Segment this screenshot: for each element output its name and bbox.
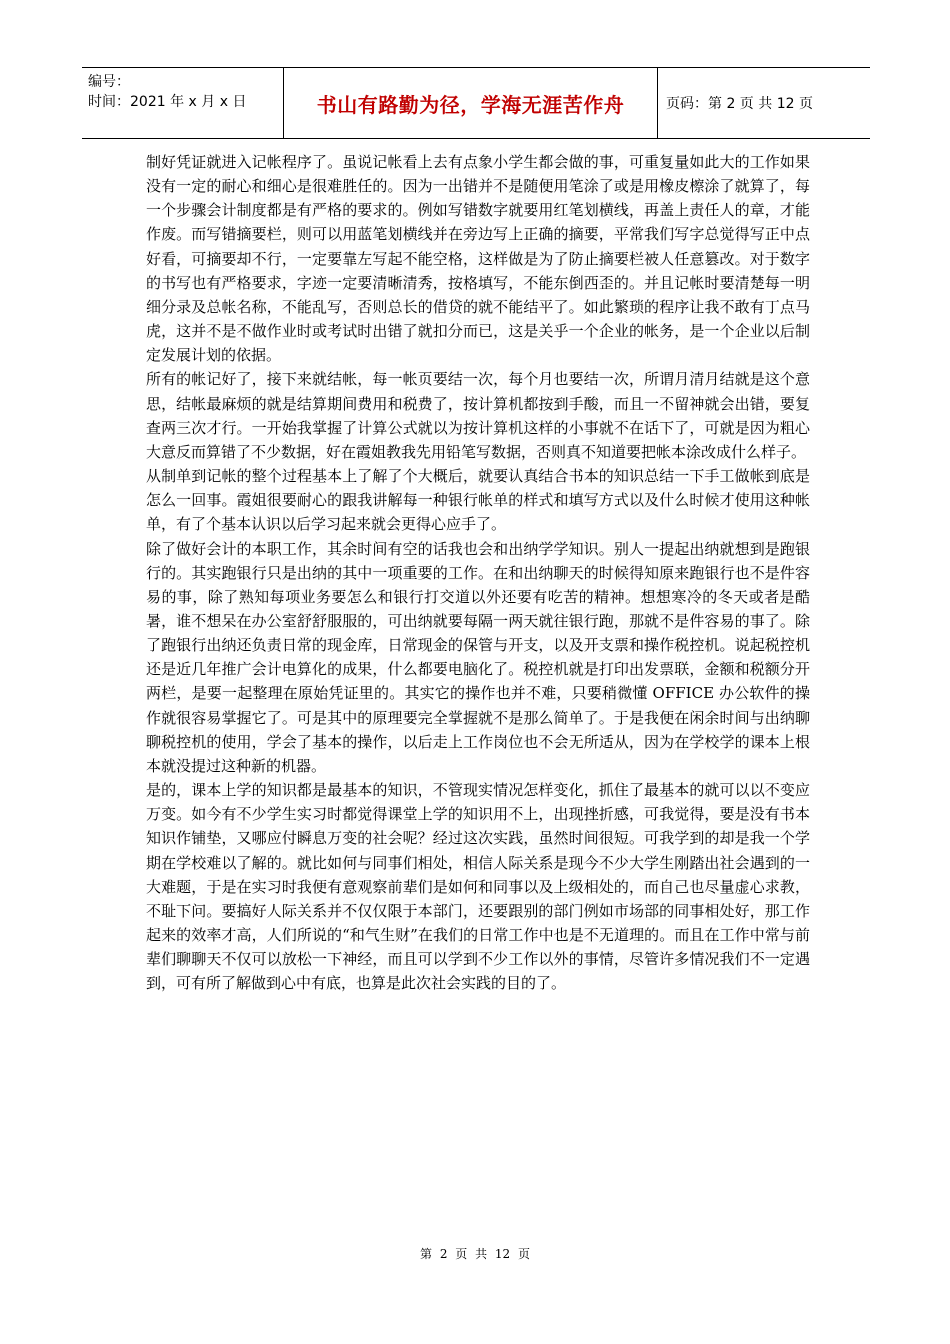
- paragraph: 除了做好会计的本职工作，其余时间有空的话我也会和出纳学学知识。别人一提起出纳就想到是跑银行的。其实跑银行只是出纳的其中一项重要的工作。在和出纳聊天的时候得知原来跑银行也不是件容易的事，除了熟知每项业务要怎么和银行打交道以外还要有吃苦的精神。想想寒冷的冬天或者是酷暑，谁不想呆在办公室舒舒服服的，可出纳就要每隔一两天就往银行跑，那就不是件容易的事了。除了跑银行出纳还负责日常的现金库，日常现金的保管与开支，以及开支票和操作税控机。说起税控机还是近几年推广会计电算化的成果，什么都要电脑化了。税控机就是打印出发票联，金额和税额分开两栏，是要一起整理在原始凭证里的。其实它的操作也并不难，只要稍微懂 OFFICE 办公软件的操作就很容易掌握它了。可是其中的原理要完全掌握就不是那么简单了。于是我便在闲余时间与出纳聊聊税控机的使用，学会了基本的操作，以后走上工作岗位也不会无所适从，因为在学校学的课本上根本就没提过这种新的机器。: [146, 539, 810, 775]
- page-footer: 第 2 页 共 12 页: [420, 1247, 530, 1261]
- paragraph: 制好凭证就进入记帐程序了。虽说记帐看上去有点象小学生都会做的事，可重复量如此大的工作如果没有一定的耐心和细心是很难胜任的。因为一出错并不是随便用笔涂了或是用橡皮檫涂了就算了，每一个步骤会计制度都是有严格的要求的。例如写错数字就要用红笔划横线，再盖上责任人的章，才能作废。而写错摘要栏，则可以用蓝笔划横线并在旁边写上正确的摘要，平常我们写字总觉得写正中点好看，可摘要却不行，一定要靠左写起不能空格，这样做是为了防止摘要栏被人任意篡改。对于数字的书写也有严格要求，字迹一定要清晰清秀，按格填写，不能东倒西歪的。并且记帐时要清楚每一明细分录及总帐名称，不能乱写，否则总长的借贷的就不能结平了。如此繁琐的程序让我不敢有丁点马虎，这并不是不做作业时或考试时出错了就扣分而已，这是关乎一个企业的帐务，是一个企业以后制定发展计划的依据。: [146, 153, 810, 365]
- paragraph: 是的，课本上学的知识都是最基本的知识，不管现实情况怎样变化，抓住了最基本的就可以以不变应万变。如今有不少学生实习时都觉得课堂上学的知识用不上，出现挫折感，可我觉得，要是没有书本知识作铺垫，又哪应付瞬息万变的社会呢？经过这次实践，虽然时间很短。可我学到的却是我一个学期在学校难以了解的。就比如何与同事们相处，相信人际关系是现今不少大学生刚踏出社会遇到的一大难题，于是在实习时我便有意观察前辈们是如何和同事以及上级相处的，而自己也尽量虚心求教，不耻下问。要搞好人际关系并不仅仅限于本部门，还要跟别的部门例如市场部的同事相处好，那工作起来的效率才高，人们所说的“和气生财”在我们的日常工作中也是不无道理的。而且在工作中常与前辈们聊聊天不仅可以放松一下神经，而且可以学到不少工作以外的事情，尽管许多情况我们不一定遇到，可有所了解做到心中有底，也算是此次社会实践的目的了。: [146, 781, 810, 993]
- header-motto: 书山有路勤为径，学海无涯苦作舟: [284, 68, 658, 138]
- document-body: [146, 150, 810, 995]
- document-date: 时间：2021 年 x 月 x 日: [88, 94, 247, 110]
- header-meta: [82, 68, 284, 138]
- paragraph: 所有的帐记好了，接下来就结帐，每一帐页要结一次，每个月也要结一次，所谓月清月结就是这个意思，结帐最麻烦的就是结算期间费用和税费了，按计算机都按到手酸，而且一不留神就会出错，要复查两三次才行。一开始我掌握了计算公式就以为按计算机这样的小事就不在话下了，可就是因为粗心大意反而算错了不少数据，好在霞姐教我先用铅笔写数据，否则真不知道要把帐本涂改成什么样子。: [146, 370, 810, 461]
- page-header: [82, 67, 870, 139]
- paragraph: 从制单到记帐的整个过程基本上了解了个大概后，就要认真结合书本的知识总结一下手工做帐到底是怎么一回事。霞姐很要耐心的跟我讲解每一种银行帐单的样式和填写方式以及什么时候才使用这种帐单，有了个基本认识以后学习起来就会更得心应手了。: [146, 467, 810, 534]
- header-page-info: 页码：第 2 页 共 12 页: [666, 96, 813, 112]
- document-number-label: 编号：: [88, 74, 130, 90]
